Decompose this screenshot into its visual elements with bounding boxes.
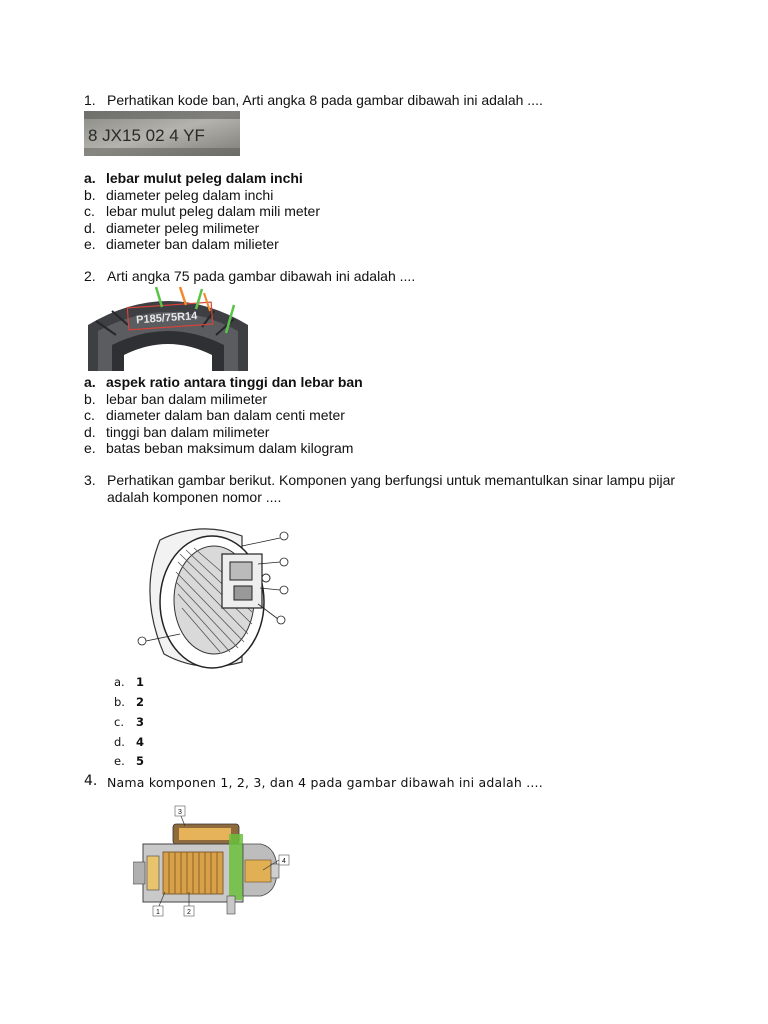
question-text: Perhatikan kode ban, Arti angka 8 pada gambar dibawah ini adalah .... [107,92,543,108]
label-4: 4 [282,858,286,865]
option-b[interactable]: b. 2 [114,695,145,709]
question-number: 3. [84,472,96,488]
label-3: 3 [178,809,182,816]
tire-sidewall-image [84,285,252,371]
question-text-line-2: adalah komponen nomor .... [107,489,282,505]
question-text-line-1: Perhatikan gambar berikut. Komponen yang berfungsi untuk memantulkan sinar lampu pijar [107,472,676,488]
label-1: 1 [156,909,160,916]
option-a[interactable]: a. 1 [114,675,145,689]
tire-size-text: P185/75R14 [135,310,198,327]
option-c[interactable]: c. diameter dalam ban dalam centi meter [84,407,345,423]
option-d[interactable]: d. tinggi ban dalam milimeter [84,423,270,440]
option-b[interactable]: b. diameter peleg dalam inchi [84,186,274,203]
option-b[interactable]: b. lebar ban dalam milimeter [84,390,268,407]
tire-code-text: 8 JX15 02 4 YF [88,126,205,145]
tire-code-photo [84,111,240,156]
option-d[interactable]: d. diameter peleg milimeter [84,219,260,236]
option-a[interactable]: a. lebar mulut peleg dalam inchi [84,170,303,186]
option-e[interactable]: e. diameter ban dalam milieter [84,236,279,252]
question-number: 2. [84,268,96,284]
headlamp-diagram [130,516,295,672]
question-number: 1. [84,92,96,108]
option-a[interactable]: a. aspek ratio antara tinggi dan lebar ban [84,374,363,390]
question-number: 4. [84,773,98,789]
option-c[interactable]: c. lebar mulut peleg dalam mili meter [84,203,320,219]
question-text: Nama komponen 1, 2, 3, dan 4 pada gambar dibawah ini adalah .... [107,775,543,790]
option-c[interactable]: c. 3 [114,715,145,729]
label-2: 2 [187,909,191,916]
option-d[interactable]: d. 4 [114,735,145,749]
starter-motor-diagram [133,804,293,920]
option-e[interactable]: e. 5 [114,754,145,768]
option-e[interactable]: e. batas beban maksimum dalam kilogram [84,440,354,456]
question-text: Arti angka 75 pada gambar dibawah ini adalah .... [107,268,416,284]
